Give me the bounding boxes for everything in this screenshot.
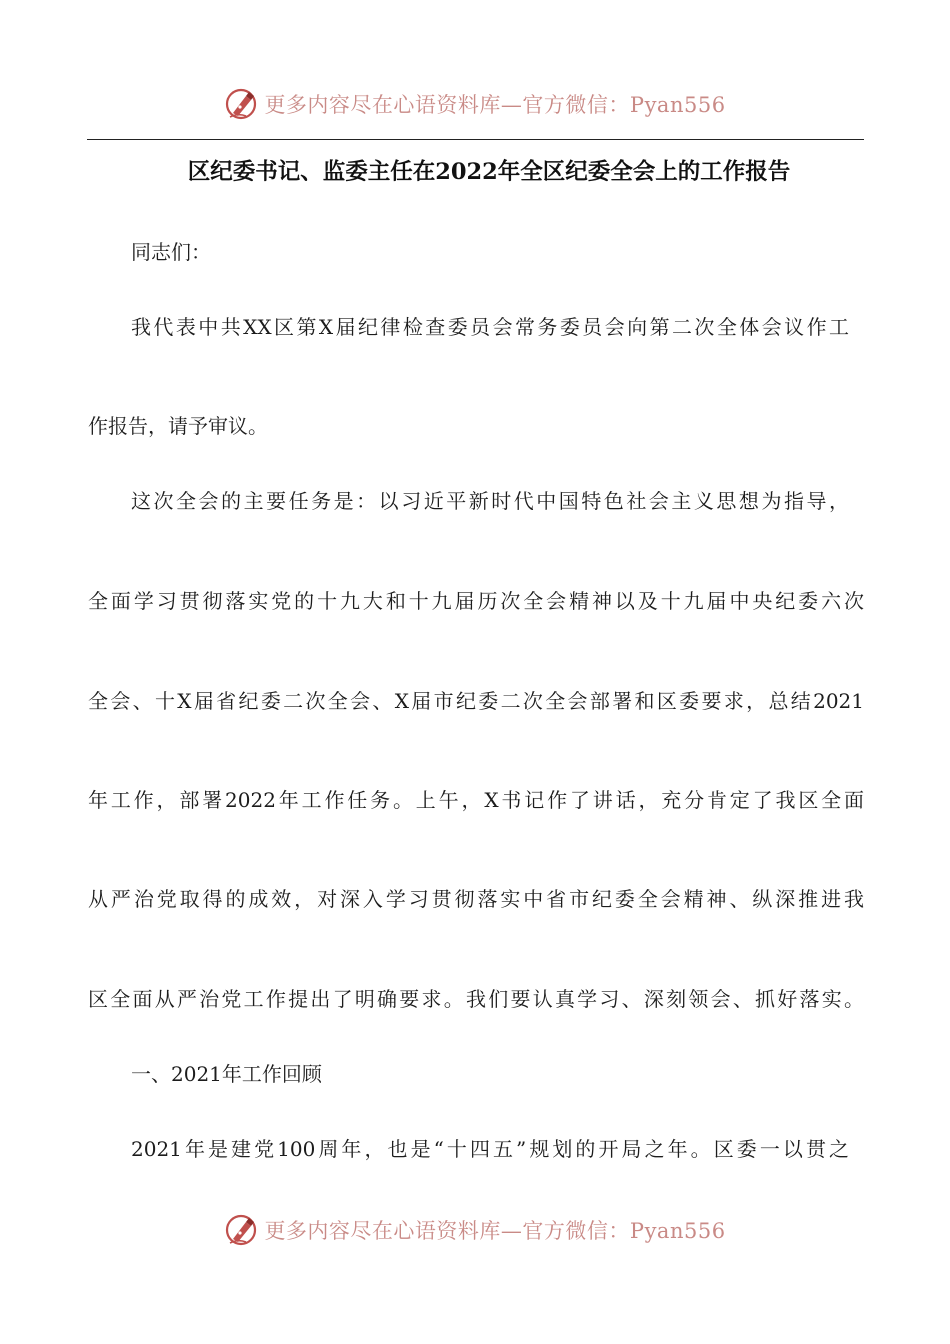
salutation: 同志们： — [131, 240, 211, 264]
paragraph-line: 区全面从严治党工作提出了明确要求。我们要认真学习、深刻领会、抓好落实。 — [88, 987, 864, 1011]
paragraph-line: 2021年是建党100周年，也是“十四五”规划的开局之年。区委一以贯之 — [131, 1137, 849, 1161]
paragraph-line: 从严治党取得的成效，对深入学习贯彻落实中省市纪委全会精神、纵深推进我 — [88, 887, 864, 911]
paragraph-line: 全会、十X届省纪委二次全会、X届市纪委二次全会部署和区委要求，总结2021 — [88, 689, 864, 713]
paragraph-line: 年工作，部署2022年工作任务。上午，X书记作了讲话，充分肯定了我区全面 — [88, 788, 864, 812]
paragraph-line: 我代表中共XX区第X届纪律检查委员会常务委员会向第二次全体会议作工 — [131, 315, 849, 339]
paragraph-line: 全面学习贯彻落实党的十九大和十九届历次全会精神以及十九届中央纪委六次 — [88, 589, 864, 613]
watermark-text: 更多内容尽在心语资料库—官方微信：Pyan556 — [264, 1219, 726, 1243]
header-divider — [87, 139, 864, 140]
section-heading: 一、2021年工作回顾 — [131, 1062, 322, 1086]
watermark-text: 更多内容尽在心语资料库—官方微信：Pyan556 — [264, 93, 726, 117]
header-watermark — [0, 82, 950, 126]
pen-nib-logo-icon — [224, 86, 260, 122]
paragraph-line: 作报告，请予审议。 — [88, 414, 268, 438]
document-title: 区纪委书记、监委主任在2022年全区纪委全会上的工作报告 — [187, 159, 791, 185]
pen-nib-logo-icon — [224, 1212, 260, 1248]
paragraph-line: 这次全会的主要任务是：以习近平新时代中国特色社会主义思想为指导， — [131, 489, 849, 513]
footer-watermark — [0, 1208, 950, 1252]
